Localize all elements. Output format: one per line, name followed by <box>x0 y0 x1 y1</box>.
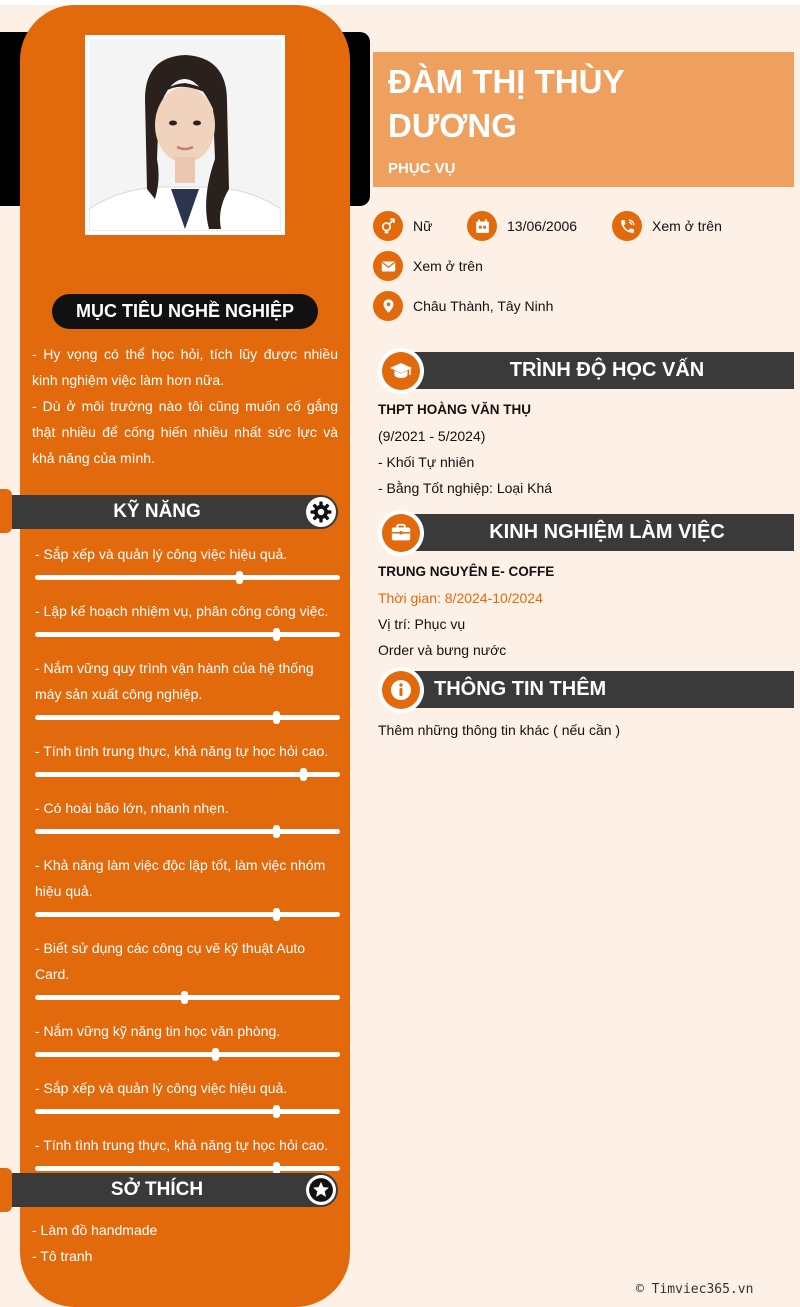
extra-block <box>378 717 788 743</box>
address-info <box>373 291 553 321</box>
extra-text: Thêm những thông tin khác ( nếu cần ) <box>378 722 621 738</box>
education-period: (9/2021 - 5/2024) <box>378 428 486 444</box>
hobbies-heading <box>12 1173 338 1207</box>
info-icon <box>378 667 424 713</box>
skill-level-marker <box>236 571 243 584</box>
skill-level-bar <box>35 1052 340 1057</box>
objective-text <box>32 341 338 471</box>
objective-title: MỤC TIÊU NGHỀ NGHIỆP <box>52 294 318 329</box>
skill-item <box>35 852 340 917</box>
skill-level-marker <box>212 1048 219 1061</box>
gear-icon <box>306 497 336 527</box>
birthdate-info <box>467 211 577 241</box>
decor-tab <box>0 1168 12 1212</box>
school-name: THPT HOÀNG VĂN THỤ <box>378 402 531 417</box>
skill-level-marker <box>273 628 280 641</box>
skills-heading <box>12 495 338 529</box>
job-title: PHỤC VỤ <box>388 160 456 177</box>
skill-item <box>35 541 340 580</box>
education-line: - Bằng Tốt nghiệp: Loại Khá <box>378 480 553 496</box>
skill-level-marker <box>273 908 280 921</box>
phone-info <box>612 211 722 241</box>
company-name: TRUNG NGUYÊN E- COFFE <box>378 564 555 579</box>
gender-info <box>373 211 432 241</box>
experience-heading <box>378 514 794 551</box>
skill-item <box>35 935 340 1000</box>
address-value: Châu Thành, Tây Ninh <box>413 298 554 314</box>
graduation-cap-icon <box>378 348 424 394</box>
skill-level-bar <box>35 632 340 637</box>
extra-heading <box>378 671 794 708</box>
skill-level-bar <box>35 715 340 720</box>
phone-value: Xem ở trên <box>652 218 722 234</box>
skill-level-marker <box>273 825 280 838</box>
skill-level-bar <box>35 772 340 777</box>
skill-level-bar <box>35 829 340 834</box>
cv-page <box>0 5 800 1307</box>
section-band <box>400 352 794 389</box>
full-name: ĐÀM THỊ THÙY DƯƠNG <box>388 63 624 144</box>
skill-label: - Nắm vững kỹ năng tin học văn phòng. <box>35 1023 281 1039</box>
experience-period: Thời gian: 8/2024-10/2024 <box>378 590 543 606</box>
skill-item <box>35 598 340 637</box>
experience-description: Order và bưng nước <box>378 642 507 658</box>
gender-value: Nữ <box>413 218 433 234</box>
skill-label: - Sắp xếp và quản lý công việc hiệu quả. <box>35 1080 288 1096</box>
avatar <box>85 35 285 235</box>
skill-level-bar <box>35 1109 340 1114</box>
skill-item <box>35 738 340 777</box>
skill-item <box>35 655 340 720</box>
email-info <box>373 251 483 281</box>
skill-level-marker <box>181 991 188 1004</box>
objective-line: - Hy vọng có thể học hỏi, tích lũy được nhiều kinh nghiệm việc làm hơn nữa. <box>32 346 338 388</box>
gender-icon <box>373 211 403 241</box>
education-heading <box>378 352 794 389</box>
star-icon <box>306 1175 336 1205</box>
skill-label: - Sắp xếp và quản lý công việc hiệu quả. <box>35 546 288 562</box>
hobby-item: - Tô tranh <box>32 1248 93 1264</box>
envelope-icon <box>373 251 403 281</box>
education-block <box>378 397 788 501</box>
skill-label: - Tính tình trung thực, khả năng tự học hỏi cao. <box>35 743 329 759</box>
education-line: - Khối Tự nhiên <box>378 454 475 470</box>
objective-line: - Dù ở môi trường nào tôi cũng muốn cố gắng thật nhiều để cống hiến nhiều nhất sức lực và khả năng của mình. <box>32 398 338 466</box>
skill-level-bar <box>35 912 340 917</box>
skill-level-bar <box>35 1166 340 1171</box>
skill-label: - Nắm vững quy trình vận hành của hệ thống máy sản xuất công nghiệp. <box>35 660 314 702</box>
skill-label: - Tính tình trung thực, khả năng tự học hỏi cao. <box>35 1137 329 1153</box>
skill-level-bar <box>35 575 340 580</box>
skill-label: - Có hoài bão lớn, nhanh nhẹn. <box>35 800 229 816</box>
portrait-image <box>89 39 281 231</box>
name-header <box>373 52 794 187</box>
birthdate-value: 13/06/2006 <box>507 218 578 234</box>
skill-level-marker <box>300 768 307 781</box>
skill-label: - Lập kế hoạch nhiệm vụ, phân công công việc. <box>35 603 329 619</box>
calendar-icon <box>467 211 497 241</box>
skill-item <box>35 1075 340 1114</box>
skill-level-bar <box>35 995 340 1000</box>
hobbies-title: SỞ THÍCH <box>110 1179 204 1200</box>
briefcase-icon <box>378 510 424 556</box>
skill-level-marker <box>273 1105 280 1118</box>
hobby-item: - Làm đồ handmade <box>32 1222 158 1238</box>
skill-item <box>35 1132 340 1171</box>
skill-level-marker <box>273 711 280 724</box>
hobbies-list <box>32 1217 157 1269</box>
skills-list <box>35 541 340 1189</box>
skill-label: - Khả năng làm việc độc lập tốt, làm việc nhóm hiệu quả. <box>35 857 326 899</box>
skill-label: - Biết sử dụng các công cụ vẽ kỹ thuật Auto Card. <box>35 940 306 982</box>
experience-position: Vị trí: Phục vụ <box>378 616 466 632</box>
skill-item <box>35 795 340 834</box>
location-pin-icon <box>373 291 403 321</box>
email-value: Xem ở trên <box>413 258 483 274</box>
skills-title: KỸ NĂNG <box>113 501 201 522</box>
section-band <box>400 671 794 708</box>
extra-title: THÔNG TIN THÊM <box>434 678 607 700</box>
phone-icon <box>612 211 642 241</box>
sidebar <box>20 5 350 1307</box>
experience-title: KINH NGHIỆM LÀM VIỆC <box>489 521 725 543</box>
experience-block <box>378 559 788 663</box>
skill-item <box>35 1018 340 1057</box>
education-title: TRÌNH ĐỘ HỌC VẤN <box>509 359 705 381</box>
footer-credit: © Timviec365.vn <box>636 1282 754 1297</box>
section-band <box>400 514 794 551</box>
decor-tab <box>0 489 12 533</box>
